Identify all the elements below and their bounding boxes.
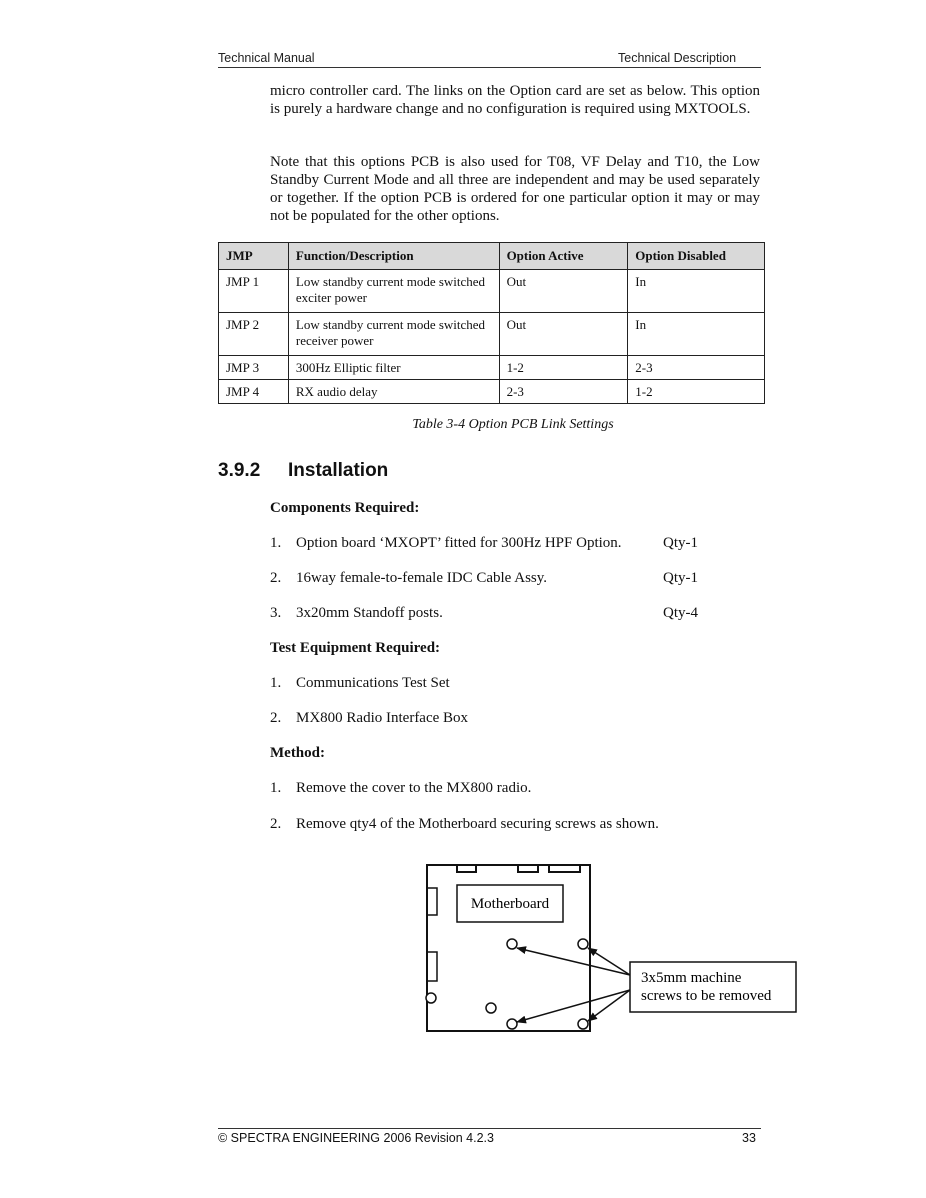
arrow <box>517 990 630 1022</box>
intro-paragraph-2: Note that this options PCB is also used for T08, VF Delay and T10, the Low Standby Current Mode and all three are independent and may be used separately or together. If the option PCB is ordered for one particular option it may or may not be populated for the other options. <box>270 154 760 224</box>
equipment-heading: Test Equipment Required: <box>270 640 441 656</box>
side-connector <box>427 952 437 981</box>
list-item: 3. 3x20mm Standoff posts. <box>270 605 443 621</box>
screw-hole <box>426 993 436 1003</box>
table-cell: In <box>628 313 765 356</box>
table-header-cell: Option Active <box>499 243 628 270</box>
table-cell: Out <box>499 313 628 356</box>
table-cell: 1-2 <box>628 380 765 404</box>
header-right: Technical Description <box>618 51 737 65</box>
table-cell: Low standby current mode switched exciter power <box>288 270 499 313</box>
screw-hole <box>578 1019 588 1029</box>
arrow <box>517 948 630 975</box>
list-item: 1. Communications Test Set <box>270 675 450 691</box>
list-item: 2. MX800 Radio Interface Box <box>270 710 469 726</box>
connector <box>549 865 580 872</box>
callout-line-1: 3x5mm machine <box>641 970 742 986</box>
intro-paragraph-1: micro controller card. The links on the Option card are set as below. This option is purely a hardware change and no configuration is required using MXTOOLS. <box>270 83 760 117</box>
list-item: 1. Remove the cover to the MX800 radio. <box>270 780 532 796</box>
screw-hole <box>486 1003 496 1013</box>
callout-line-2: screws to be removed <box>641 988 772 1004</box>
header-left: Technical Manual <box>218 51 315 65</box>
table-cell: JMP 2 <box>219 313 289 356</box>
quantity-label: Qty-1 <box>663 535 698 551</box>
page-number: 33 <box>742 1131 756 1145</box>
components-heading: Components Required: <box>270 500 420 516</box>
screw-hole <box>578 939 588 949</box>
side-connector <box>427 888 437 915</box>
motherboard-label: Motherboard <box>470 896 550 912</box>
table-cell: JMP 1 <box>219 270 289 313</box>
table-cell: JMP 3 <box>219 356 289 380</box>
list-item: 2. 16way female-to-female IDC Cable Assy. <box>270 570 548 586</box>
arrow <box>588 948 630 975</box>
table-cell: Low standby current mode switched receiver power <box>288 313 499 356</box>
table-caption: Table 3-4 Option PCB Link Settings <box>412 417 614 432</box>
table-cell: In <box>628 270 765 313</box>
table-cell: 300Hz Elliptic filter <box>288 356 499 380</box>
list-item: 2. Remove qty4 of the Motherboard securing screws as shown. <box>270 816 659 832</box>
footer-copyright: © SPECTRA ENGINEERING 2006 Revision 4.2.3 <box>218 1131 494 1145</box>
table-header-cell: JMP <box>219 243 289 270</box>
method-heading: Method: <box>270 745 325 761</box>
footer-rule <box>218 1128 761 1129</box>
screw-hole <box>507 939 517 949</box>
table-header-cell: Option Disabled <box>628 243 765 270</box>
quantity-label: Qty-4 <box>663 605 698 621</box>
table-cell: RX audio delay <box>288 380 499 404</box>
table-cell: 2-3 <box>628 356 765 380</box>
table-cell: 2-3 <box>499 380 628 404</box>
table-header-cell: Function/Description <box>288 243 499 270</box>
section-number: 3.9.2 <box>218 460 261 481</box>
section-title: Installation <box>288 460 389 481</box>
connector <box>457 865 476 872</box>
screw-hole <box>507 1019 517 1029</box>
quantity-label: Qty-1 <box>663 570 698 586</box>
table-cell: 1-2 <box>499 356 628 380</box>
list-item: 1. Option board ‘MXOPT’ fitted for 300Hz HPF Option. <box>270 535 622 551</box>
connector <box>518 865 538 872</box>
table-cell: Out <box>499 270 628 313</box>
arrow <box>588 990 630 1021</box>
table-cell: JMP 4 <box>219 380 289 404</box>
